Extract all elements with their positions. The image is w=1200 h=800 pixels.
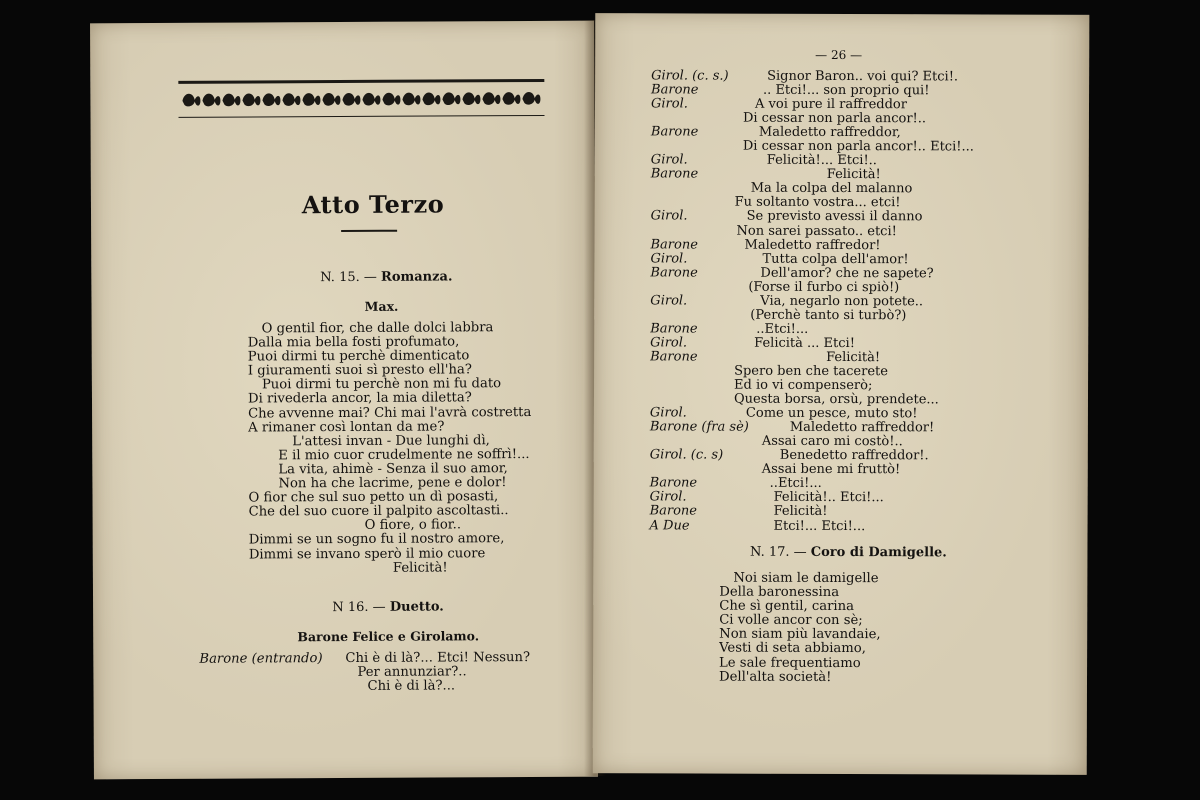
number-label: N 16. — xyxy=(332,599,386,616)
speaker-name: Barone (entrando) xyxy=(199,651,323,667)
line-text: A voi pure il raffreddor xyxy=(754,96,908,113)
duet-line: Per annunziar?.. xyxy=(357,664,467,681)
verse-line: I giuramenti suoi sì presto ell'ha? xyxy=(247,362,472,379)
speaker-name: A Due xyxy=(649,517,690,533)
line-text: Benedetto raffreddor!. xyxy=(779,448,929,464)
speaker-name: Barone xyxy=(650,166,699,182)
verse-line: Che avvenne mai? Chi mai l'avrà costretta xyxy=(248,404,532,422)
ornament-motif xyxy=(402,93,420,106)
verse-line: L'attesi invan - Due lunghi dì, xyxy=(292,432,490,450)
speaker-name: Girol. xyxy=(650,293,688,309)
line-text: Felicità!... Etci!.. xyxy=(766,153,877,169)
right-page xyxy=(593,13,1090,775)
duet-subtitle: Barone Felice e Girolamo. xyxy=(297,628,480,645)
line-text: Non sarei passato.. etci! xyxy=(736,223,897,239)
ornament-motif xyxy=(262,93,280,106)
ornament-motif xyxy=(342,93,360,106)
page-number: — 26 — xyxy=(815,47,863,63)
verse-line: Puoi dirmi tu perchè dimenticato xyxy=(247,348,470,365)
speaker-name: Barone xyxy=(649,503,698,519)
line-text: Come un pesce, muto sto! xyxy=(745,405,918,422)
duet-dialogue xyxy=(649,68,974,534)
line-text: Via, negarlo non potete.. xyxy=(760,293,924,310)
section-title: Duetto. xyxy=(389,599,444,615)
ornament-motif xyxy=(302,93,320,106)
verse-line: Di rivederla ancor, la mia diletta? xyxy=(247,390,472,407)
line-text: .. Etci!... son proprio qui! xyxy=(763,82,930,99)
line-text: Spero ben che tacerete xyxy=(734,363,888,380)
line-text: Assai bene mi fruttò! xyxy=(761,462,901,478)
verse-line: Le sale frequentiamo xyxy=(719,655,861,671)
line-text: Chi è di là?... Etci! Nessun? xyxy=(345,650,531,666)
line-text: Maledetto raffreddor! xyxy=(789,419,935,436)
ornament-motif xyxy=(462,92,480,105)
speaker-name: Barone xyxy=(649,475,698,491)
verse-line: Ci volle ancor con sè; xyxy=(719,612,863,629)
number-heading-16 xyxy=(243,599,533,616)
ornament-motif xyxy=(222,94,240,107)
line-text: Tutta colpa dell'amor! xyxy=(762,251,909,267)
speaker-name: Girol. xyxy=(650,96,688,112)
speaker-name: Barone xyxy=(650,349,698,365)
line-text: Etci!... Etci!... xyxy=(773,518,866,534)
line-text: Felicità! xyxy=(773,504,828,520)
number-label: N. 15. — xyxy=(320,269,377,286)
section-title: Romanza. xyxy=(380,269,453,285)
verse-line: Che del suo cuore il palpito ascoltasti.. xyxy=(248,503,509,520)
speaker-name: Girol. (c. s) xyxy=(649,447,724,463)
section-title: Coro di Damigelle. xyxy=(810,544,947,561)
speaker-name: Barone xyxy=(650,321,698,337)
speaker-name: Barone xyxy=(650,236,698,253)
ornament-motif xyxy=(322,93,340,106)
bottom-rule xyxy=(179,115,545,118)
verse-line: O fior che sul suo petto un dì posasti, xyxy=(248,489,499,506)
romanza-verse xyxy=(248,321,533,576)
speaker-name: Girol. xyxy=(650,335,688,351)
number-heading-17 xyxy=(703,545,993,561)
ornament-motif xyxy=(422,92,440,105)
line-text: (Forse il furbo ci spiò!) xyxy=(748,279,900,295)
ornamental-border-icon xyxy=(180,87,542,113)
verse-line: O gentil fior, che dalle dolci labbra xyxy=(261,320,494,337)
ornament-motif xyxy=(282,93,300,106)
verse-line: Dimmi se invano sperò il mio cuore xyxy=(248,545,486,563)
ornament-motif xyxy=(242,93,260,106)
ornament-motif xyxy=(522,92,540,105)
line-text: ..Etci!... xyxy=(756,321,809,337)
verse-line: Dalla mia bella fosti profumato, xyxy=(247,334,460,351)
line-text: Fu soltanto vostra... etci! xyxy=(734,195,901,211)
line-text: Se previsto avessi il danno xyxy=(746,209,923,225)
line-text: Dell'amor? che ne sapete? xyxy=(760,265,934,281)
speaker-name: Barone xyxy=(651,82,699,98)
line-text: Ma la colpa del malanno xyxy=(750,181,913,197)
duet-opening xyxy=(199,650,531,695)
ornament-motif xyxy=(482,92,500,105)
left-page xyxy=(90,21,598,780)
speaker-name: Barone xyxy=(650,264,698,281)
line-text: Di cessar non parla ancor!.. Etci!... xyxy=(742,138,974,155)
top-rule xyxy=(178,79,544,84)
ornament-motif xyxy=(382,93,400,106)
verse-line: Dell'alta società! xyxy=(718,669,832,685)
speaker-name: Barone xyxy=(650,124,699,140)
ornament-motif xyxy=(442,92,460,105)
line-text: Maledetto raffredor! xyxy=(744,237,881,253)
verse-line: A rimaner così lontan da me? xyxy=(248,419,445,436)
speaker-name: Girol. (c. s.) xyxy=(651,68,729,84)
speaker-name: Girol. xyxy=(650,208,688,224)
ornament-motif xyxy=(182,94,200,107)
duet-line: Chi è di là?... xyxy=(367,678,456,695)
line-text: (Perchè tanto si turbò?) xyxy=(750,307,907,324)
singer-name: Max. xyxy=(364,298,399,314)
speaker-name: Girol. xyxy=(649,405,687,421)
title-underline xyxy=(341,230,397,232)
ornament-motif xyxy=(202,94,220,107)
line-text: Felicità ... Etci! xyxy=(754,335,855,351)
speaker-name: Girol. xyxy=(649,489,687,505)
verse-line: Non ha che lacrime, pene e dolor! xyxy=(278,475,507,492)
number-heading-15 xyxy=(241,269,531,286)
line-text: Felicità! xyxy=(826,167,881,183)
line-text: Felicità! xyxy=(826,349,881,366)
line-text: Felicità!.. Etci!... xyxy=(773,490,884,506)
line-text: Questa borsa, orsù, prendete... xyxy=(733,391,939,408)
verse-line: La vita, ahimè - Senza il suo amor, xyxy=(278,461,508,478)
line-text: Assai caro mi costò!.. xyxy=(761,433,903,450)
verse-line: Dimmi se un sogno fu il nostro amore, xyxy=(248,531,505,548)
verse-line: Che sì gentil, carina xyxy=(719,598,855,615)
number-label: N. 17. — xyxy=(750,544,807,560)
speaker-name: Girol. xyxy=(650,152,688,168)
ornament-motif xyxy=(362,93,380,106)
speaker-name: Barone (fra sè) xyxy=(649,419,749,435)
line-text: Maledetto raffreddor, xyxy=(758,124,901,141)
verse-line: Vesti di seta abbiamo, xyxy=(719,641,866,657)
verse-line: Felicità! xyxy=(392,560,448,576)
verse-line: Della baronessina xyxy=(719,584,840,601)
verse-line: Non siam più lavandaie, xyxy=(719,626,881,643)
line-text: Di cessar non parla ancor!.. xyxy=(742,110,927,127)
verse-line: O fiore, o fior.. xyxy=(364,517,462,534)
coro-verse xyxy=(719,572,881,685)
verse-line: E il mio cuor crudelmente ne soffrì!... xyxy=(278,446,530,464)
act-title: Atto Terzo xyxy=(301,189,445,220)
line-text: Ed io vi compenserò; xyxy=(734,377,873,394)
line-text: Signor Baron.. voi qui? Etci!. xyxy=(767,68,959,85)
verse-line: Puoi dirmi tu perchè non mi fu dato xyxy=(261,376,502,393)
duet-line xyxy=(199,650,531,667)
verse-line: Noi siam le damigelle xyxy=(733,570,879,587)
line-text: ..Etci!... xyxy=(769,476,822,492)
ornament-motif xyxy=(502,92,520,105)
speaker-name: Girol. xyxy=(650,250,688,267)
